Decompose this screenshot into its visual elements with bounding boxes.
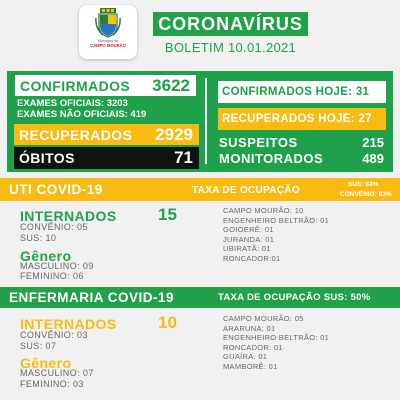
recuperados-card (14, 124, 199, 145)
list-item: ENGENHEIRO BELTRÃO: 01 (223, 215, 330, 225)
uti-internados-value: 15 (158, 205, 177, 224)
summary-divider (205, 78, 207, 164)
list-item: MAMBORÊ: 01 (223, 361, 278, 371)
uti-masculino: MASCULINO: 09 (20, 261, 94, 271)
obitos-label: ÓBITOS (19, 150, 75, 166)
exames-oficiais-label: EXAMES OFICIAIS: (17, 98, 105, 109)
list-item: ARARUNA: 01 (223, 323, 276, 333)
logo-subtitle: Município de (97, 39, 119, 43)
list-item: JURANDA: 01 (223, 234, 275, 244)
confirmados-card (15, 75, 196, 96)
enfermaria-city-list (223, 314, 329, 372)
confirmados-value: 3622 (152, 75, 190, 95)
exames-nao-oficiais (17, 109, 146, 120)
list-item: ENGENHEIRO BELTRÃO: 01 (223, 333, 330, 343)
suspeitos-label: SUSPEITOS (219, 135, 298, 150)
uti-genero-label: Gênero (20, 248, 72, 264)
list-item: UBIRATÃ: 01 (223, 244, 271, 254)
recuperados-hoje: RECUPERADOS HOJE: 27 (218, 108, 386, 130)
obitos-card (14, 147, 199, 169)
list-item: CAMPO MOURÃO: 10 (223, 206, 304, 215)
list-item: CAMPO MOURÃO: 05 (223, 314, 304, 323)
uti-sus: SUS: 10 (20, 233, 57, 243)
exames-nao-oficiais-label: EXAMES NÃO OFICIAIS: (17, 109, 128, 120)
bulletin-date: BOLETIM 10.01.2021 (164, 40, 297, 55)
monitorados-label: MONITORADOS (219, 151, 324, 166)
enfermaria-title: ENFERMARIA COVID-19 (9, 290, 175, 305)
enfermaria-sus: SUS: 07 (20, 341, 57, 351)
enfermaria-taxa: TAXA DE OCUPAÇÃO SUS: 50% (218, 292, 371, 303)
exames-nao-oficiais-value: 419 (130, 109, 147, 120)
enfermaria-internados-label: INTERNADOS (20, 316, 117, 332)
exames-oficiais (17, 98, 128, 109)
enfermaria-convenio: CONVÊNIO: 03 (20, 330, 88, 340)
recuperados-value: 2929 (155, 124, 193, 144)
uti-city-list (223, 206, 329, 264)
uti-taxa-convenio: CONVÊNIO: 83% (340, 191, 392, 198)
list-item: RONCADOR:01 (223, 253, 281, 263)
uti-convenio: CONVÊNIO: 05 (20, 222, 88, 232)
uti-internados-label: INTERNADOS (20, 208, 117, 224)
uti-title: UTI COVID-19 (9, 182, 103, 197)
confirmados-label: CONFIRMADOS (20, 77, 131, 94)
enfermaria-genero-label: Gênero (20, 355, 72, 371)
enfermaria-masculino: MASCULINO: 07 (20, 368, 94, 378)
enfermaria-internados-value: 10 (158, 313, 177, 332)
confirmados-hoje: CONFIRMADOS HOJE: 31 (218, 81, 386, 103)
page-title: CORONAVÍRUS (153, 12, 308, 36)
list-item: RONCADOR: 01 (223, 342, 283, 352)
recuperados-label: RECUPERADOS (19, 126, 133, 143)
logo-city-name: CAMPO MOURÃO (90, 43, 126, 48)
uti-taxa-label: TAXA DE OCUPAÇÃO (192, 185, 300, 196)
exames-oficiais-value: 3203 (106, 98, 128, 109)
obitos-value: 71 (174, 148, 193, 167)
municipality-logo (79, 5, 137, 59)
suspeitos-value: 215 (362, 135, 384, 150)
list-item: GUAÍRA: 01 (223, 352, 268, 362)
list-item: GOIOERÊ: 01 (223, 225, 274, 235)
enfermaria-feminino: FEMININO: 03 (20, 379, 84, 389)
uti-feminino: FEMININO: 06 (20, 271, 84, 281)
coat-of-arms-icon (95, 8, 121, 38)
uti-taxa-sus: SUS: 83% (348, 181, 379, 188)
monitorados-value: 489 (362, 151, 384, 166)
